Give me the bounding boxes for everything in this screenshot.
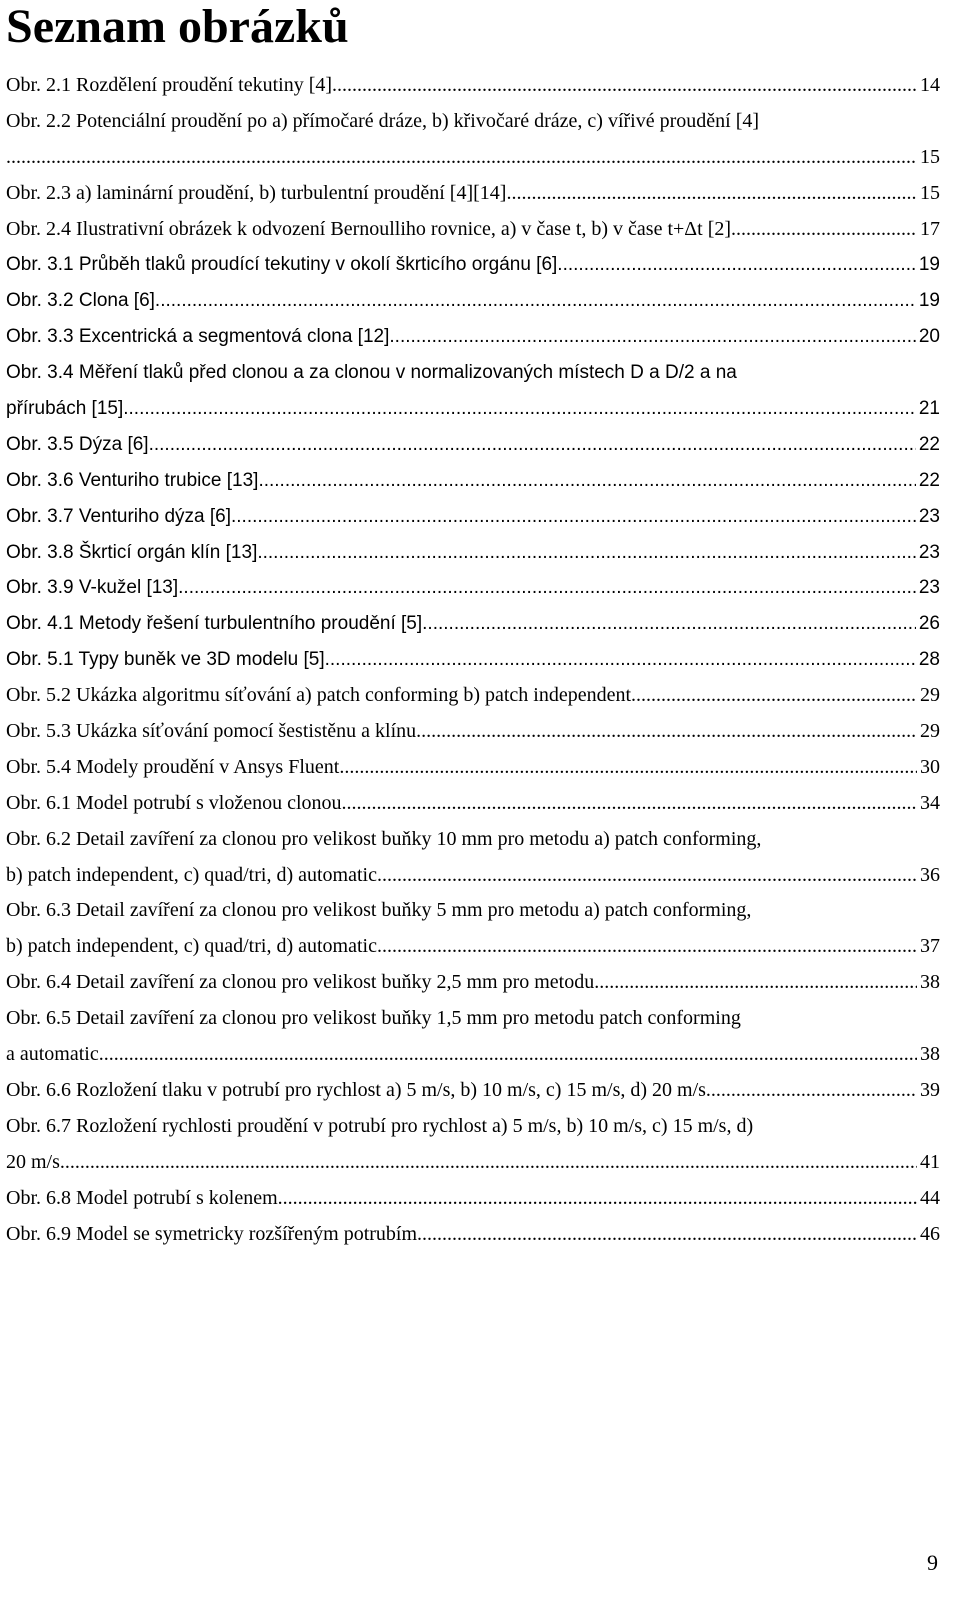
toc-entry-text: Obr. 2.4 Ilustrativní obrázek k odvození Bernoulliho rovnice, a) v čase t, b) v čase t+Δt [2] <box>6 217 732 240</box>
toc-entry-page-number: 23 <box>918 541 940 563</box>
toc-entry-text: Obr. 4.1 Metody řešení turbulentního proudění [5] <box>6 613 423 635</box>
toc-entry[interactable] <box>6 427 940 463</box>
dot-leader <box>416 714 917 750</box>
toc-entry-page-number: 28 <box>918 649 940 671</box>
toc-entry-text: Obr. 6.8 Model potrubí s kolenem <box>6 1186 278 1209</box>
toc-entry-text: b) patch independent, c) quad/tri, d) automatic <box>6 935 377 958</box>
toc-entry-text: Obr. 6.2 Detail zavíření za clonou pro velikost buňky 10 mm pro metodu a) patch conforming, <box>6 827 762 850</box>
toc-entry-text: Obr. 6.9 Model se symetricky rozšířeným potrubím <box>6 1222 418 1245</box>
dot-leader <box>325 642 916 678</box>
toc-entry-page-number: 39 <box>920 1078 940 1101</box>
toc-entry[interactable] <box>6 822 940 894</box>
toc-entry-text: Obr. 2.2 Potenciální proudění po a) přímočaré dráze, b) křivočaré dráze, c) vířivé proudění [4] <box>6 109 760 132</box>
toc-entry-text: Obr. 3.3 Excentrická a segmentová clona [12] <box>6 326 390 348</box>
toc-entry[interactable] <box>6 570 940 606</box>
toc-entry[interactable] <box>6 714 940 750</box>
toc-entry-page-number: 34 <box>920 791 940 814</box>
toc-entry[interactable] <box>6 319 940 355</box>
toc-entry[interactable] <box>6 1181 940 1217</box>
toc-entry[interactable] <box>6 212 940 248</box>
dot-leader <box>339 750 917 786</box>
toc-entry[interactable] <box>6 499 940 535</box>
dot-leader <box>706 1073 917 1109</box>
toc-entry-page-number: 19 <box>918 290 940 312</box>
toc-entry[interactable] <box>6 463 940 499</box>
page-title: Seznam obrázků <box>6 0 349 53</box>
toc-entry-page-number: 38 <box>920 971 940 994</box>
toc-entry-text: Obr. 6.6 Rozložení tlaku v potrubí pro rychlost a) 5 m/s, b) 10 m/s, c) 15 m/s, d) 20 m/s <box>6 1078 706 1101</box>
dot-leader <box>342 786 917 822</box>
dot-leader <box>60 1145 917 1181</box>
dot-leader <box>594 965 917 1001</box>
toc-entry-page-number: 23 <box>918 577 940 599</box>
dot-leader <box>631 678 917 714</box>
toc-entry[interactable] <box>6 1073 940 1109</box>
toc-entry-text: Obr. 3.1 Průběh tlaků proudící tekutiny v okolí škrticího orgánu [6] <box>6 254 558 276</box>
toc-entry-text: přírubách [15] <box>6 398 124 420</box>
toc-entry[interactable] <box>6 247 940 283</box>
toc-entry[interactable] <box>6 176 940 212</box>
toc-entry-page-number: 30 <box>920 755 940 778</box>
toc-entry-page-number: 38 <box>920 1043 940 1066</box>
toc-entry-text: Obr. 2.3 a) laminární proudění, b) turbulentní proudění [4][14] <box>6 181 507 204</box>
toc-entry-page-number: 26 <box>918 613 940 635</box>
toc-entry[interactable] <box>6 965 940 1001</box>
toc-entry-text: Obr. 3.2 Clona [6] <box>6 290 155 312</box>
toc-entry-text: Obr. 3.8 Škrticí orgán klín [13] <box>6 541 258 563</box>
dot-leader <box>123 391 916 427</box>
toc-entry-text: Obr. 5.3 Ukázka síťování pomocí šestistěnu a klínu <box>6 720 417 743</box>
dot-leader <box>99 1037 917 1073</box>
toc-entry[interactable] <box>6 355 940 427</box>
dot-leader <box>731 212 917 248</box>
toc-entry-text: 20 m/s <box>6 1150 60 1173</box>
toc-entry-page-number: 46 <box>920 1222 940 1245</box>
toc-entry-page-number: 14 <box>920 74 940 96</box>
dot-leader <box>178 570 916 606</box>
toc-entry-page-number: 15 <box>920 145 940 168</box>
page-number: 9 <box>927 1550 938 1575</box>
toc-entry-page-number: 19 <box>918 254 940 276</box>
toc-entry[interactable] <box>6 750 940 786</box>
dot-leader <box>278 1181 917 1217</box>
toc-entry-text: a automatic <box>6 1043 99 1066</box>
toc-entry-page-number: 37 <box>920 935 940 958</box>
toc-entry-page-number: 17 <box>920 217 940 240</box>
toc-entry[interactable] <box>6 535 940 571</box>
dot-leader <box>258 463 915 499</box>
toc-entry-text: Obr. 6.4 Detail zavíření za clonou pro velikost buňky 2,5 mm pro metodu <box>6 971 595 994</box>
toc-entry-text: Obr. 6.7 Rozložení rychlosti proudění v potrubí pro rychlost a) 5 m/s, b) 10 m/s, c) 15 m/s, d) <box>6 1114 754 1137</box>
dot-leader <box>155 283 916 319</box>
toc-entry-text: Obr. 5.4 Modely proudění v Ansys Fluent <box>6 755 340 778</box>
dot-leader <box>417 1217 917 1253</box>
dot-leader <box>389 319 915 355</box>
toc-entry-text: Obr. 2.1 Rozdělení proudění tekutiny [4] <box>6 74 333 96</box>
list-of-figures <box>6 68 940 1252</box>
toc-entry-page-number: 23 <box>918 505 940 527</box>
toc-entry-page-number: 41 <box>920 1150 940 1173</box>
dot-leader <box>332 68 917 104</box>
dot-leader <box>377 858 917 894</box>
toc-entry[interactable] <box>6 678 940 714</box>
toc-entry[interactable] <box>6 786 940 822</box>
toc-entry-text: Obr. 3.4 Měření tlaků před clonou a za clonou v normalizovaných místech D a D/2 a na <box>6 362 737 384</box>
toc-entry-page-number: 29 <box>920 720 940 743</box>
toc-entry-text: Obr. 3.6 Venturiho trubice [13] <box>6 469 259 491</box>
toc-entry-text: Obr. 5.1 Typy buněk ve 3D modelu [5] <box>6 649 325 671</box>
toc-entry-text: Obr. 3.5 Dýza [6] <box>6 433 149 455</box>
toc-entry-page-number: 22 <box>918 469 940 491</box>
toc-entry-page-number: 21 <box>918 398 940 420</box>
toc-entry-page-number: 44 <box>920 1186 940 1209</box>
toc-entry[interactable] <box>6 893 940 965</box>
dot-leader <box>506 176 917 212</box>
toc-entry-page-number: 15 <box>920 181 940 204</box>
toc-entry-page-number: 22 <box>918 433 940 455</box>
dot-leader <box>422 606 916 642</box>
dot-leader <box>231 499 916 535</box>
dot-leader <box>6 140 917 176</box>
toc-entry-page-number: 20 <box>918 326 940 348</box>
toc-entry[interactable] <box>6 1217 940 1253</box>
dot-leader <box>149 427 916 463</box>
toc-entry-text: b) patch independent, c) quad/tri, d) automatic <box>6 863 377 886</box>
dot-leader <box>557 247 916 283</box>
toc-entry-text: Obr. 3.7 Venturiho dýza [6] <box>6 505 231 527</box>
toc-entry-page-number: 36 <box>920 863 940 886</box>
toc-entry[interactable] <box>6 606 940 642</box>
toc-entry-page-number: 29 <box>920 684 940 707</box>
toc-entry[interactable] <box>6 104 940 176</box>
toc-entry-text: Obr. 6.3 Detail zavíření za clonou pro velikost buňky 5 mm pro metodu a) patch conforming, <box>6 899 752 922</box>
dot-leader <box>377 929 917 965</box>
toc-entry[interactable] <box>6 68 940 104</box>
toc-entry[interactable] <box>6 642 940 678</box>
toc-entry-text: Obr. 6.5 Detail zavíření za clonou pro velikost buňky 1,5 mm pro metodu patch conforming <box>6 1007 741 1030</box>
toc-entry-text: Obr. 6.1 Model potrubí s vloženou clonou <box>6 791 342 814</box>
toc-entry[interactable] <box>6 1001 940 1073</box>
toc-entry-text: Obr. 5.2 Ukázka algoritmu síťování a) patch conforming b) patch independent <box>6 684 632 707</box>
dot-leader <box>257 535 916 571</box>
toc-entry[interactable] <box>6 1109 940 1181</box>
toc-entry-text: Obr. 3.9 V-kužel [13] <box>6 577 179 599</box>
toc-entry[interactable] <box>6 283 940 319</box>
